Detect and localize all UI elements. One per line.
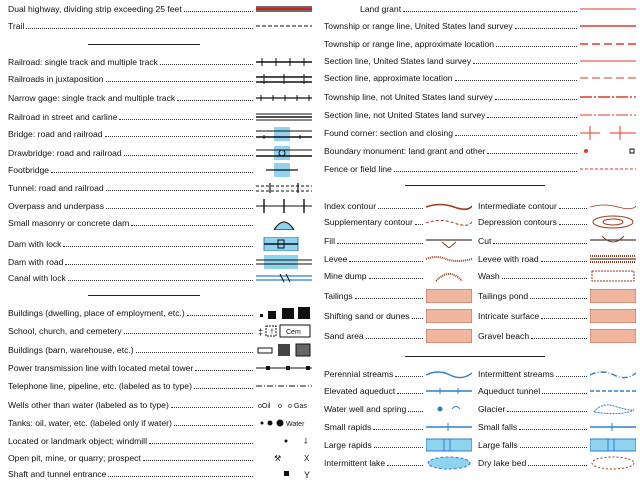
- legend-row-section-approx: [324, 70, 636, 86]
- legend-row-shifting-sand: [324, 308, 472, 324]
- legend-label: Narrow gage: single track and multiple track: [8, 92, 176, 103]
- land-grant-symbol: [580, 2, 636, 16]
- tunnel-symbol: [256, 181, 312, 195]
- legend-row-small-dam: [8, 215, 312, 231]
- legend-label: Mine dump: [324, 270, 367, 281]
- elevated-aqueduct-symbol: [426, 384, 472, 398]
- large-rapids-symbol: [426, 438, 472, 452]
- legend-row-canal-lock: [8, 270, 312, 286]
- tailings-symbol: [426, 289, 472, 303]
- legend-row-township-not-us: [324, 89, 636, 105]
- legend-row-buildings-dwelling: [8, 305, 312, 321]
- legend-row-levee: [324, 251, 472, 267]
- section-divider: [405, 185, 545, 186]
- legend-label: Depression contours: [478, 216, 557, 227]
- dry-lake-bed-symbol: [590, 456, 636, 470]
- legend-label: Tailings pond: [478, 290, 529, 301]
- glacier-symbol: [590, 402, 636, 416]
- buildings-barn-symbol: [256, 343, 312, 357]
- legend-row-school-church-cemetery: [8, 323, 312, 339]
- dam-lock-symbol: [256, 237, 312, 251]
- bridge-symbol: [256, 127, 312, 141]
- legend-label: Levee: [324, 253, 348, 264]
- footbridge-symbol: [256, 163, 312, 177]
- legend-row-levee-road: [478, 251, 636, 267]
- legend-row-township-approx: [324, 36, 636, 52]
- legend-label: Open pit, mine, or quarry; prospect: [8, 452, 141, 463]
- legend-label: Wash: [478, 270, 500, 281]
- legend-label: Shaft and tunnel entrance: [8, 468, 107, 479]
- township-not-us-symbol: [580, 90, 636, 104]
- prospect-label: X: [304, 454, 310, 463]
- legend-row-large-rapids: [324, 437, 472, 453]
- legend-row-intermittent-stream: [478, 366, 636, 382]
- svg-text:Y: Y: [304, 470, 311, 480]
- legend-label: Section line, approximate location: [324, 72, 453, 83]
- small-dam-symbol: [256, 216, 312, 230]
- landmark-symbol: [256, 434, 312, 448]
- legend-row-power-line: [8, 360, 312, 376]
- legend-label: Found corner: section and closing: [324, 127, 453, 138]
- legend-label: Footbridge: [8, 164, 50, 175]
- legend-label: Glacier: [478, 403, 506, 414]
- narrow-gage-symbol: [256, 91, 312, 105]
- svg-text:o: o: [278, 403, 282, 410]
- legend-label: Intermittent lake: [324, 457, 386, 468]
- legend-label: Intricate surface: [478, 310, 540, 321]
- contour-depression-symbol: [590, 215, 636, 229]
- legend-label: Trail: [8, 20, 25, 31]
- legend-row-dual-highway: [8, 1, 312, 17]
- cut-symbol: [590, 234, 636, 248]
- fill-symbol: [426, 234, 472, 248]
- legend-row-open-pit: [8, 450, 312, 466]
- legend-row-sand-area: [324, 328, 472, 344]
- tailings-pond-symbol: [590, 289, 636, 303]
- school-church-cemetery-symbol: [256, 324, 312, 338]
- dual-highway-symbol: [256, 2, 312, 16]
- legend-label: Bridge: road and railroad: [8, 128, 103, 139]
- contour-intermediate-symbol: [590, 199, 636, 213]
- legend-label: Intermittent streams: [478, 368, 554, 379]
- legend-row-mine-dump: [324, 268, 472, 284]
- legend-label: Tailings: [324, 290, 353, 301]
- legend-row-bridge: [8, 126, 312, 142]
- legend-row-trail: [8, 18, 312, 34]
- legend-label: Section line, not United States land survey: [324, 109, 486, 120]
- legend-row-water-well: [324, 401, 472, 417]
- legend-row-contour-supplementary: [324, 214, 472, 230]
- railroad-symbol: [256, 55, 312, 69]
- legend-row-footbridge: [8, 162, 312, 178]
- legend-label: Dam with road: [8, 256, 64, 267]
- legend-label: Sand area: [324, 330, 364, 341]
- svg-text:o: o: [288, 403, 292, 410]
- legend-label: Township or range line, United States land survey: [324, 20, 513, 31]
- legend-row-dam-with-road: [8, 254, 312, 270]
- legend-label: Canal with lock: [8, 272, 66, 283]
- svg-text:‡: ‡: [258, 327, 264, 337]
- legend-row-dam-with-lock: [8, 236, 312, 252]
- legend-row-glacier: [478, 401, 636, 417]
- legend-label: Gravel beach: [478, 330, 530, 341]
- legend-label: Fill: [324, 235, 335, 246]
- legend-row-tanks: [8, 415, 312, 431]
- legend-row-dry-lake-bed: [478, 455, 636, 471]
- dam-road-symbol: [256, 255, 312, 269]
- legend-row-telephone-line: [8, 378, 312, 394]
- canal-lock-symbol: [256, 271, 312, 285]
- section-divider: [88, 295, 200, 296]
- large-falls-symbol: [590, 438, 636, 452]
- legend-label: Railroads in juxtaposition: [8, 73, 104, 84]
- legend-label: Township or range line, approximate location: [324, 38, 495, 49]
- legend-row-intricate-surface: [478, 308, 636, 324]
- section-divider: [405, 356, 545, 357]
- levee-symbol: [426, 252, 472, 266]
- legend-row-small-rapids: [324, 419, 472, 435]
- gravel-beach-symbol: [590, 329, 636, 343]
- legend-row-township-range: [324, 18, 636, 34]
- legend-label: Township line, not United States land survey: [324, 91, 493, 102]
- mine-dump-symbol: [426, 269, 472, 283]
- legend-row-land-grant: [360, 1, 636, 17]
- legend-row-small-falls: [478, 419, 636, 435]
- legend-row-wash: [478, 268, 636, 284]
- legend-row-section-not-us: [324, 107, 636, 123]
- legend-label: Land grant: [360, 3, 402, 14]
- svg-text:oOil: oOil: [258, 403, 271, 410]
- legend-row-railroad: [8, 54, 312, 70]
- legend-label: Fence or field line: [324, 163, 392, 174]
- shaft-symbol: [256, 467, 312, 481]
- legend-label: Buildings (dwelling, place of employment, etc.): [8, 307, 185, 318]
- levee-road-symbol: [590, 252, 636, 266]
- legend-row-drawbridge: [8, 145, 312, 161]
- legend-row-perennial-stream: [324, 366, 472, 382]
- contour-index-symbol: [426, 199, 472, 213]
- legend-label: Buildings (barn, warehouse, etc.): [8, 344, 134, 355]
- legend-row-found-corner: [324, 125, 636, 141]
- legend-label: Cut: [478, 235, 492, 246]
- legend-label: Tanks: oil, water, etc. (labeled only if water): [8, 417, 172, 428]
- perennial-stream-symbol: [426, 367, 472, 381]
- legend-label: Railroad in street and carline: [8, 111, 118, 122]
- legend-row-tailings: [324, 288, 472, 304]
- contour-supplementary-symbol: [426, 215, 472, 229]
- cemetery-label: Cem: [286, 329, 301, 336]
- legend-row-fence: [324, 161, 636, 177]
- legend-label: Intermediate contour: [478, 200, 557, 211]
- aqueduct-tunnel-symbol: [590, 384, 636, 398]
- water-well-symbol: [426, 402, 472, 416]
- sand-area-symbol: [426, 329, 472, 343]
- legend-label: Dry lake bed: [478, 457, 527, 468]
- small-falls-symbol: [590, 420, 636, 434]
- section-not-us-symbol: [580, 108, 636, 122]
- legend-label: Index contour: [324, 200, 377, 211]
- legend-row-tailings-pond: [478, 288, 636, 304]
- legend-row-elevated-aqueduct: [324, 383, 472, 399]
- legend-row-contour-depression: [478, 214, 636, 230]
- wash-symbol: [590, 269, 636, 283]
- power-line-symbol: [256, 361, 312, 375]
- boundary-monument-symbol: [580, 144, 636, 158]
- legend-row-tunnel: [8, 180, 312, 196]
- legend-row-contour-index: [324, 198, 472, 214]
- township-approx-symbol: [580, 37, 636, 51]
- svg-text:†: †: [270, 329, 274, 336]
- legend-row-gravel-beach: [478, 328, 636, 344]
- township-range-symbol: [580, 19, 636, 33]
- legend-label: Supplementary contour: [324, 216, 413, 227]
- legend-label: Water well and spring: [324, 403, 407, 414]
- small-rapids-symbol: [426, 420, 472, 434]
- legend-label: Located or landmark object; windmill: [8, 435, 147, 446]
- fence-symbol: [580, 162, 636, 176]
- shifting-sand-symbol: [426, 309, 472, 323]
- intricate-surface-symbol: [590, 309, 636, 323]
- legend-row-landmark: [8, 433, 312, 449]
- legend-row-railroads-juxtaposition: [8, 71, 312, 87]
- legend-row-intermittent-lake: [324, 455, 472, 471]
- svg-text:⸸: ⸸: [304, 437, 308, 446]
- legend-label: Elevated aqueduct: [324, 385, 396, 396]
- intermittent-lake-symbol: [426, 456, 472, 470]
- legend-label: Small falls: [478, 421, 518, 432]
- legend-row-aqueduct-tunnel: [478, 383, 636, 399]
- wells-symbol: [256, 398, 312, 412]
- legend-label: Shifting sand or dunes: [324, 310, 410, 321]
- legend-row-buildings-barn: [8, 342, 312, 358]
- legend-label: Small rapids: [324, 421, 372, 432]
- legend-row-section-line: [324, 53, 636, 69]
- legend-label: Wells other than water (labeled as to type): [8, 399, 169, 410]
- legend-label: Dam with lock: [8, 238, 62, 249]
- legend-label: Drawbridge: road and railroad: [8, 147, 122, 158]
- legend-label: Small masonry or concrete dam: [8, 217, 130, 228]
- open-pit-symbol: [256, 451, 312, 465]
- railroads-juxtaposition-symbol: [256, 72, 312, 86]
- legend-row-overpass: [8, 198, 312, 214]
- found-corner-symbol: [580, 126, 636, 140]
- legend-row-boundary-monument: [324, 143, 636, 159]
- legend-label: Railroad: single track and multiple track: [8, 56, 158, 67]
- legend-row-narrow-gage: [8, 90, 312, 106]
- legend-label: Section line, United States land survey: [324, 55, 472, 66]
- legend-label: Overpass and underpass: [8, 200, 105, 211]
- telephone-line-symbol: [256, 379, 312, 393]
- legend-label: Power transmission line with located metal tower: [8, 362, 194, 373]
- legend-label: Large falls: [478, 439, 518, 450]
- drawbridge-symbol: [256, 146, 312, 160]
- intermittent-stream-symbol: [590, 367, 636, 381]
- legend-label: School, church, and cemetery: [8, 325, 122, 336]
- legend-row-wells: [8, 397, 312, 413]
- legend-label: Large rapids: [324, 439, 372, 450]
- legend-row-contour-intermediate: [478, 198, 636, 214]
- svg-text:⚒: ⚒: [274, 454, 282, 463]
- tanks-symbol: [256, 416, 312, 430]
- legend-label: Boundary monument: land grant and other: [324, 145, 486, 156]
- legend-row-railroad-street: [8, 109, 312, 125]
- water-label: Water: [286, 421, 305, 428]
- railroad-street-symbol: [256, 110, 312, 124]
- legend-label: Telephone line, pipeline, etc. (labeled as to type): [8, 380, 192, 391]
- legend-label: Tunnel: road and railroad: [8, 182, 104, 193]
- legend-label: Dual highway, dividing strip exceeding 25 feet: [8, 3, 182, 14]
- overpass-symbol: [256, 199, 312, 213]
- legend-label: Aqueduct tunnel: [478, 385, 541, 396]
- legend-label: Perennial streams: [324, 368, 394, 379]
- buildings-dwelling-symbol: [256, 306, 312, 320]
- legend-row-large-falls: [478, 437, 636, 453]
- section-approx-symbol: [580, 71, 636, 85]
- legend-row-fill: [324, 233, 472, 249]
- section-line-symbol: [580, 54, 636, 68]
- gas-label: Gas: [294, 403, 307, 410]
- legend-row-cut: [478, 233, 636, 249]
- trail-symbol: [256, 19, 312, 33]
- section-divider: [88, 44, 200, 45]
- legend-label: Levee with road: [478, 253, 539, 264]
